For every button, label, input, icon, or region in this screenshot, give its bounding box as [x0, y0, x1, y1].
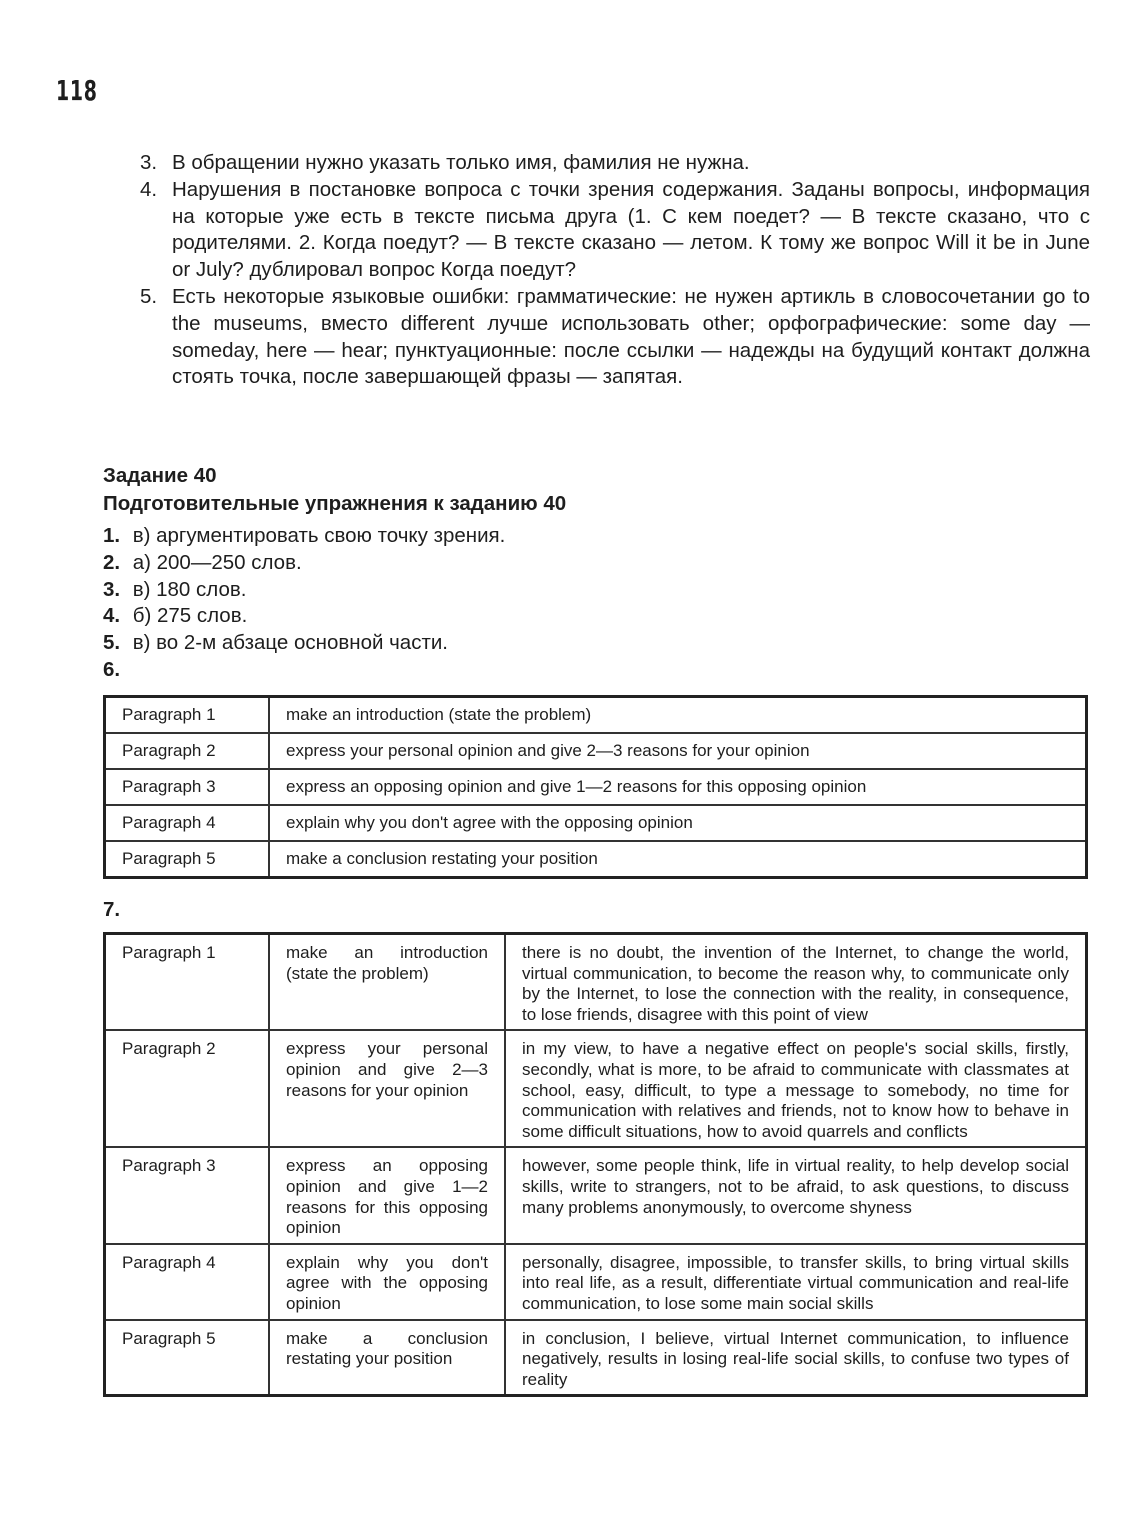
table-row: [105, 733, 1087, 769]
answer-number: 4.: [103, 604, 121, 628]
task-subtitle: Подготовительные упражнения к заданию 40: [103, 492, 567, 515]
table-cell: express your personal opinion and give 2—3 reasons for your opinion: [269, 1030, 505, 1147]
answer-text: в) во 2-м абзаце основной части.: [132, 631, 448, 655]
table-row: [105, 934, 1087, 1031]
table-row: [105, 1320, 1087, 1396]
answer-text: а) 200—250 слов.: [132, 550, 302, 574]
answer-item: [103, 657, 505, 684]
table-cell: Paragraph 4: [105, 805, 270, 841]
notes-list: [140, 150, 1090, 391]
answer-number: 5.: [103, 631, 121, 655]
answer-text: в) аргументировать свою точку зрения.: [132, 524, 506, 547]
answer-number: 6.: [103, 657, 121, 681]
table-cell: Paragraph 3: [105, 1147, 270, 1243]
table-cell: there is no doubt, the invention of the Internet, to change the world, virtual communication, to become the reason why, to communicate only by the Internet, to lose the connection with the reality, in consequence, to lose friends, disagree with this point of view: [505, 934, 1087, 1031]
note-text: Нарушения в постановке вопроса с точки зрения содержания. Заданы вопросы, информация на которые уже есть в тексте письма друга (1. С кем поедет? — В тексте сказано, что с родителями. 2. Когда поедут? — В тексте сказано — летом. К тому же вопрос Will it be in June or July? дублировал вопрос Когда поедут?: [172, 177, 1090, 282]
table-cell: personally, disagree, impossible, to transfer skills, to bring virtual skills into real life, as a result, differentiate virtual communication and real-life communication, to lose some main social skills: [505, 1244, 1087, 1320]
note-text: В обращении нужно указать только имя, фамилия не нужна.: [172, 151, 750, 174]
table-row: [105, 1147, 1087, 1243]
answer-item: [103, 523, 505, 550]
table-cell: make an introduction (state the problem): [269, 697, 1087, 734]
note-text: Есть некоторые языковые ошибки: грамматические: не нужен артикль в словосочетании go to the museums, вместо different лучше использовать other; орфографические: some day — someday, here — hear; пунктуационные: после ссылки — надежды на будущий контакт должна стоять точка, после завершающей фразы — запятая.: [172, 284, 1090, 389]
table-cell: in conclusion, I believe, virtual Internet communication, to influence negatively, results in losing real-life social skills, to confuse two types of reality: [505, 1320, 1087, 1396]
paragraph-plan-table: [103, 695, 1088, 879]
table-cell: Paragraph 2: [105, 733, 270, 769]
note-number: 3.: [140, 151, 158, 174]
answers-list: [103, 523, 505, 684]
answer-number: 1.: [103, 524, 121, 547]
answer-item: [103, 603, 505, 630]
table-cell: express an opposing opinion and give 1—2 reasons for this opposing opinion: [269, 769, 1087, 805]
note-item: [140, 177, 1090, 284]
table-cell: Paragraph 4: [105, 1244, 270, 1320]
table-row: [105, 841, 1087, 878]
table-cell: make a conclusion restating your position: [269, 841, 1087, 878]
table-cell: Paragraph 1: [105, 934, 270, 1031]
table-cell: Paragraph 5: [105, 841, 270, 878]
table-cell: make an introduction (state the problem): [269, 934, 505, 1031]
answer-number: 3.: [103, 577, 121, 601]
table-cell: explain why you don't agree with the opposing opinion: [269, 1244, 505, 1320]
answer-item: [103, 630, 505, 657]
table-cell: Paragraph 2: [105, 1030, 270, 1147]
exercise-7-label: 7.: [103, 898, 121, 921]
table-row: [105, 1244, 1087, 1320]
answer-item: [103, 550, 505, 577]
note-item: [140, 150, 1090, 177]
answer-number: 2.: [103, 550, 121, 574]
table-cell: Paragraph 3: [105, 769, 270, 805]
table-cell: Paragraph 5: [105, 1320, 270, 1396]
note-number: 4.: [140, 177, 158, 201]
table-cell: in my view, to have a negative effect on people's social skills, firstly, secondly, what is more, to be afraid to communicate with classmates at school, easy, difficult, to type a message to somebody, no time for communication with relatives and friends, not to know how to behave in some difficult situations, how to avoid quarrels and conflicts: [505, 1030, 1087, 1147]
answer-text: в) 180 слов.: [132, 577, 247, 601]
paragraph-phrases-table: [103, 932, 1088, 1397]
note-number: 5.: [140, 284, 158, 308]
note-item: [140, 284, 1090, 391]
table-row: [105, 805, 1087, 841]
table-cell: explain why you don't agree with the opposing opinion: [269, 805, 1087, 841]
table-row: [105, 769, 1087, 805]
task-title: Задание 40: [103, 464, 217, 487]
page-number: 118: [56, 74, 98, 107]
answer-item: [103, 577, 505, 604]
table-cell: express an opposing opinion and give 1—2 reasons for this opposing opinion: [269, 1147, 505, 1243]
table-cell: Paragraph 1: [105, 697, 270, 734]
table-cell: make a conclusion restating your position: [269, 1320, 505, 1396]
table-cell: express your personal opinion and give 2—3 reasons for your opinion: [269, 733, 1087, 769]
table-row: [105, 697, 1087, 734]
answer-text: б) 275 слов.: [132, 604, 248, 628]
table-row: [105, 1030, 1087, 1147]
table-cell: however, some people think, life in virtual reality, to help develop social skills, write to strangers, not to be afraid, to ask questions, to discuss many problems anonymously, to overcome shyness: [505, 1147, 1087, 1243]
